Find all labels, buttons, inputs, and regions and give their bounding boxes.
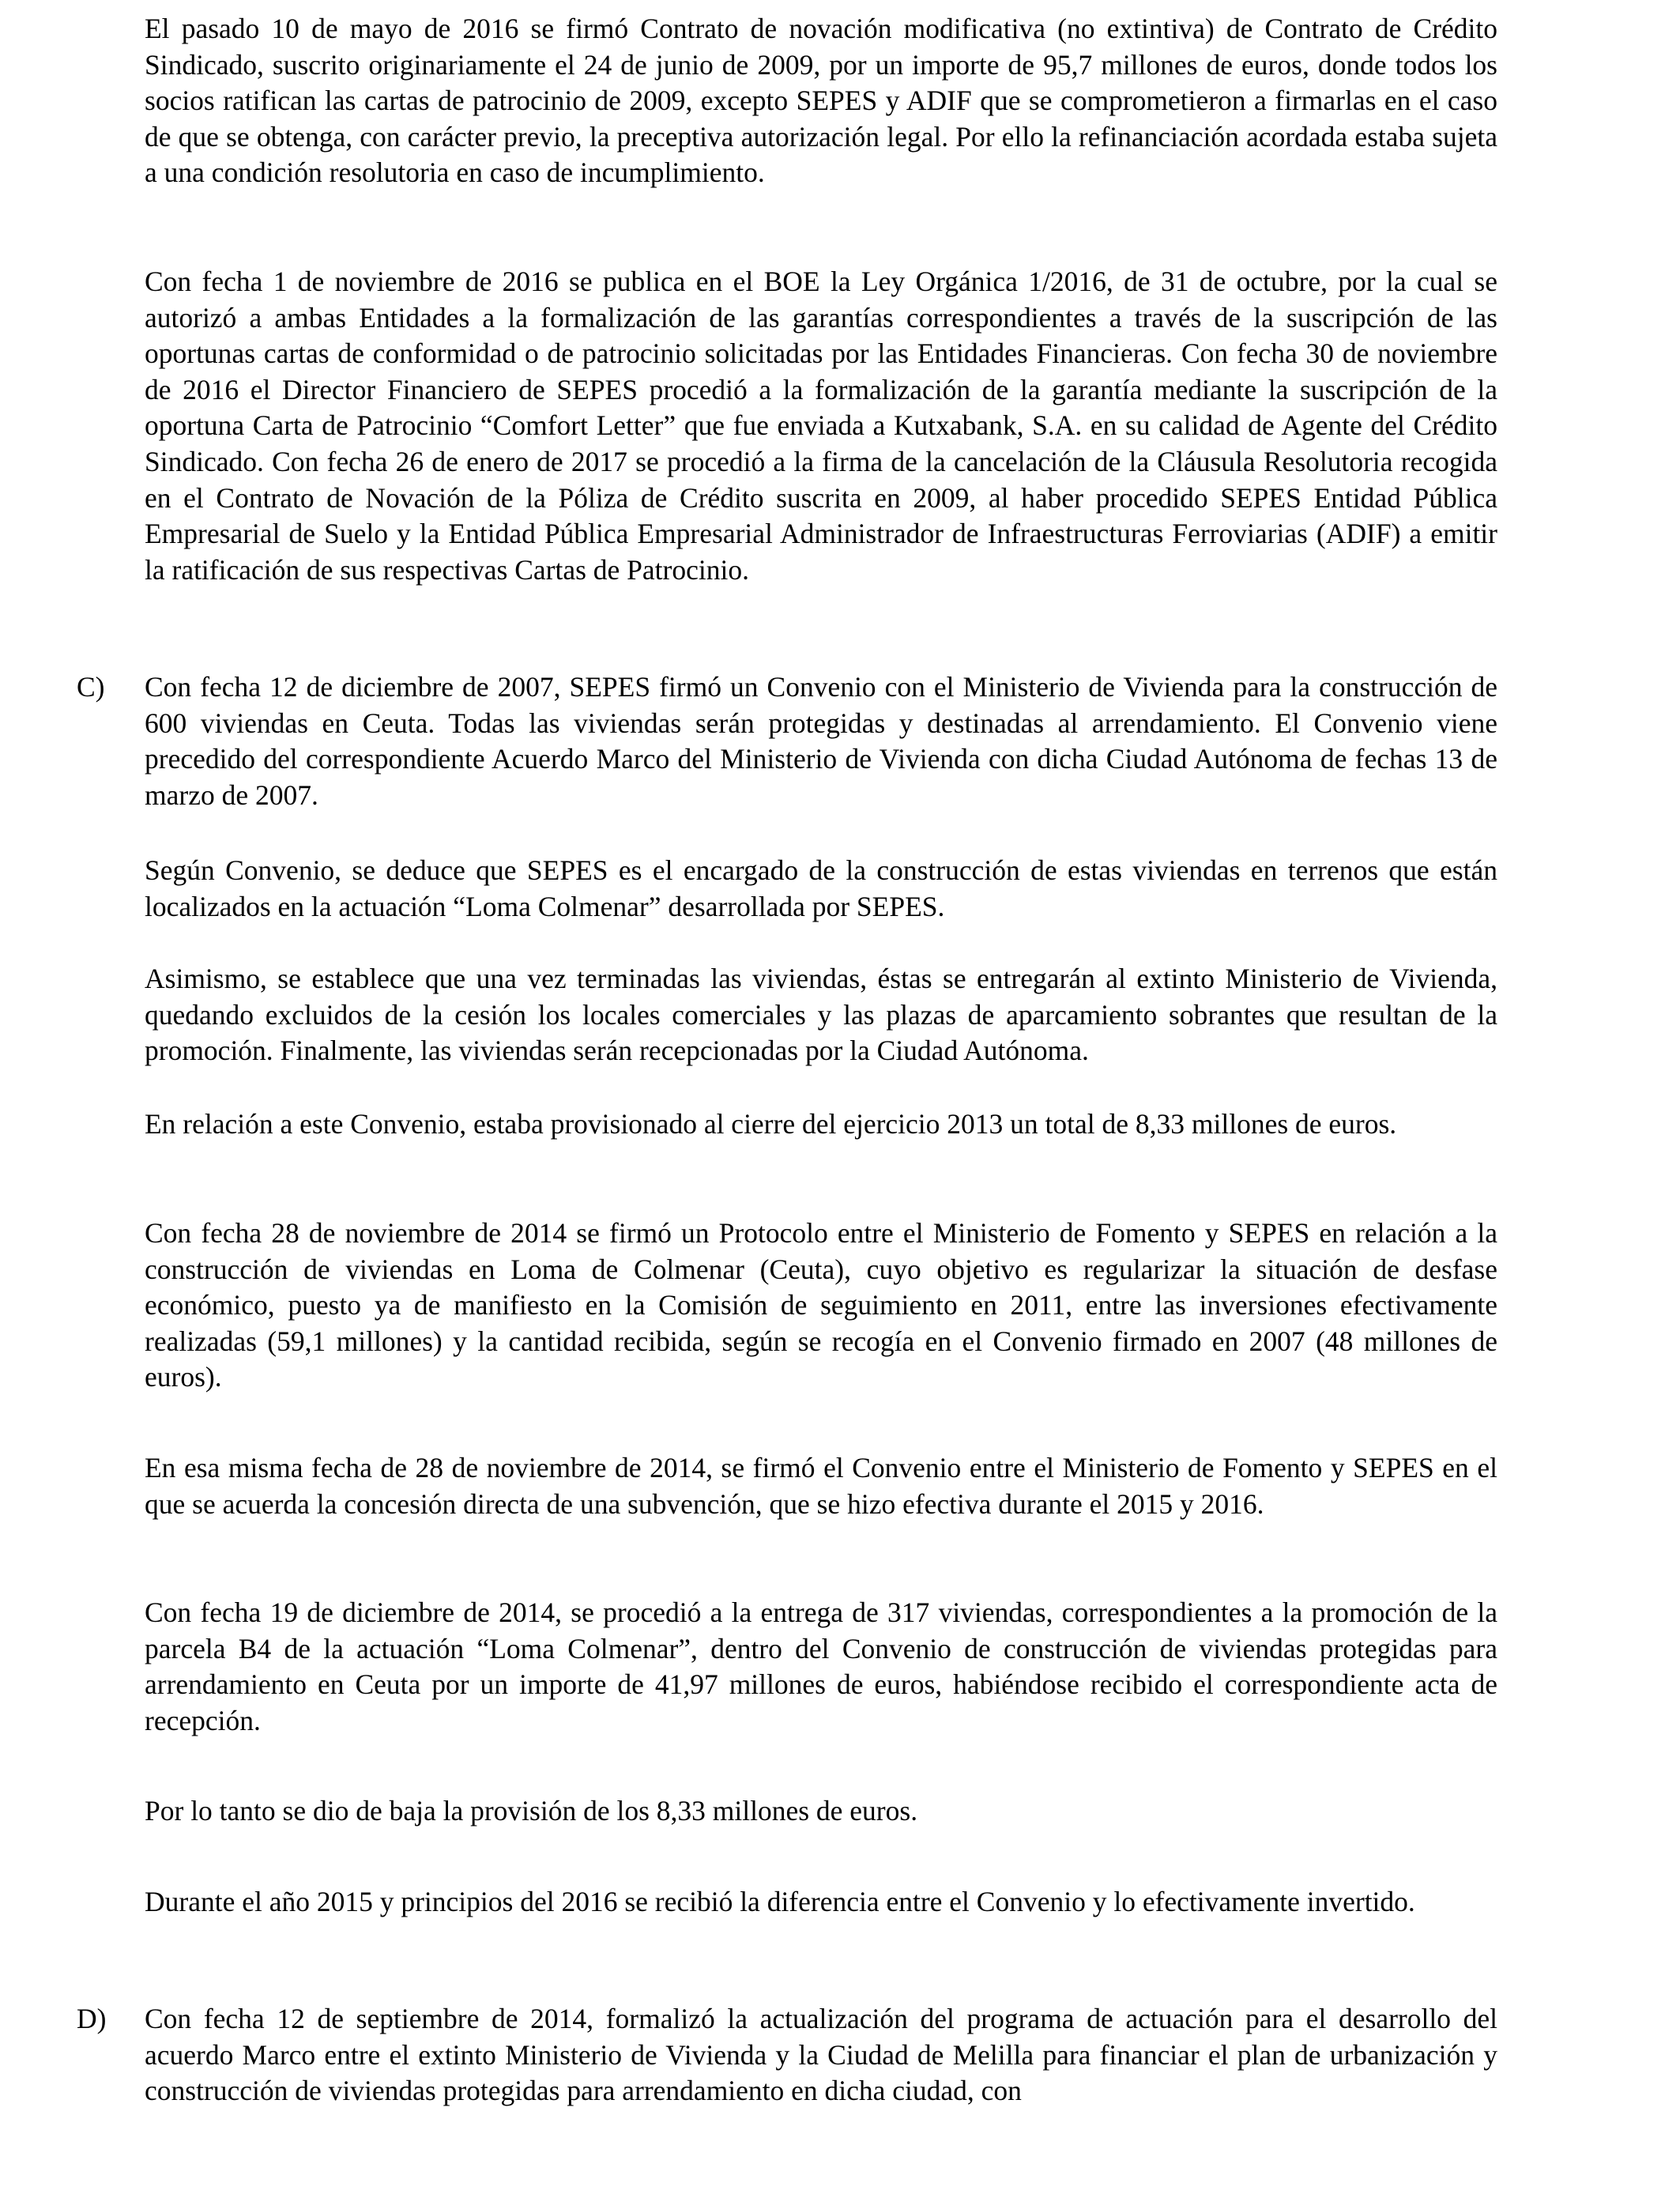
paragraph-comfort-letter: Con fecha 1 de noviembre de 2016 se publica en el BOE la Ley Orgánica 1/2016, de 31 de octubre, por la cual se autorizó a ambas Entidades a la formalización de las garantías correspondientes a través de la suscripción de las oportunas cartas de conformidad o de patrocinio solicitadas por las Entidades Financieras. Con fecha 30 de noviembre de 2016 el Director Financiero de SEPES procedió a la formalización de la garantía mediante la suscripción de la oportuna Carta de Patrocinio “Comfort Letter” que fue enviada a Kutxabank, S.A. en su calidad de Agente del Crédito Sindicado. Con fecha 26 de enero de 2017 se procedió a la firma de la cancelación de la Cláusula Resolutoria recogida en el Contrato de Novación de la Póliza de Crédito suscrita en 2009, al haber procedido SEPES Entidad Pública Empresarial de Suelo y la Entidad Pública Empresarial Administrador de Infraestructuras Ferroviarias (ADIF) a emitir la ratificación de sus respectivas Cartas de Patrocinio. [145,266,1497,586]
paragraph-handover-terms: Asimismo, se establece que una vez terminadas las viviendas, éstas se entregarán al extinto Ministerio de Vivienda, quedando excluidos de la cesión los locales comerciales y las plazas de aparcamiento sobrantes que resultan de la promoción. Finalmente, las viviendas serán recepcionadas por la Ciudad Autónoma. [145,963,1497,1067]
paragraph-provision-release: Por lo tanto se dio de baja la provisión de los 8,33 millones de euros. [145,1795,918,1826]
paragraph-difference-received: Durante el año 2015 y principios del 2016 se recibió la diferencia entre el Convenio y lo efectivamente invertido. [145,1886,1415,1917]
section-marker-c: C) [77,671,105,703]
paragraph-ceuta-agreement: Con fecha 12 de diciembre de 2007, SEPES firmó un Convenio con el Ministerio de Vivienda para la construcción de 600 viviendas en Ceuta. Todas las viviendas serán protegidas y destinadas al arrendamiento. El Convenio viene precedido del correspondiente Acuerdo Marco del Ministerio de Vivienda con dicha Ciudad Autónoma de fechas 13 de marzo de 2007. [145,671,1497,811]
paragraph-provision-2013: En relación a este Convenio, estaba provisionado al cierre del ejercicio 2013 un total de 8,33 millones de euros. [145,1108,1397,1140]
paragraph-protocol-2014: Con fecha 28 de noviembre de 2014 se firmó un Protocolo entre el Ministerio de Fomento y SEPES en relación a la construcción de viviendas en Loma de Colmenar (Ceuta), cuyo objetivo es regularizar la situación de desfase económico, puesto ya de manifiesto en la Comisión de seguimiento en 2011, entre las inversiones efectivamente realizadas (59,1 millones) y la cantidad recibida, según se recogía en el Convenio firmado en 2007 (48 millones de euros). [145,1217,1497,1393]
paragraph-delivery-317: Con fecha 19 de diciembre de 2014, se procedió a la entrega de 317 viviendas, correspondientes a la promoción de la parcela B4 de la actuación “Loma Colmenar”, dentro del Convenio de construcción de viviendas protegidas para arrendamiento en Ceuta por un importe de 41,97 millones de euros, habiéndose recibido el correspondiente acta de recepción. [145,1596,1497,1736]
paragraph-loan-novation: El pasado 10 de mayo de 2016 se firmó Contrato de novación modificativa (no extintiva) de Contrato de Crédito Sindicado, suscrito originariamente el 24 de junio de 2009, por un importe de 95,7 millones de euros, donde todos los socios ratifican las cartas de patrocinio de 2009, excepto SEPES y ADIF que se comprometieron a firmarlas en el caso de que se obtenga, con carácter previo, la preceptiva autorización legal. Por ello la refinanciación acordada estaba sujeta a una condición resolutoria en caso de incumplimiento. [145,13,1497,189]
paragraph-subsidy: En esa misma fecha de 28 de noviembre de 2014, se firmó el Convenio entre el Ministerio de Fomento y SEPES en el que se acuerda la concesión directa de una subvención, que se hizo efectiva durante el 2015 y 2016. [145,1452,1497,1520]
paragraph-melilla-program: Con fecha 12 de septiembre de 2014, formalizó la actualización del programa de actuación para el desarrollo del acuerdo Marco entre el extinto Ministerio de Vivienda y la Ciudad de Melilla para financiar el plan de urbanización y construcción de viviendas protegidas para arrendamiento en dicha ciudad, con [145,2003,1497,2107]
paragraph-loma-colmenar: Según Convenio, se deduce que SEPES es el encargado de la construcción de estas viviendas en terrenos que están localizados en la actuación “Loma Colmenar” desarrollada por SEPES. [145,854,1497,922]
section-marker-d: D) [77,2003,107,2034]
